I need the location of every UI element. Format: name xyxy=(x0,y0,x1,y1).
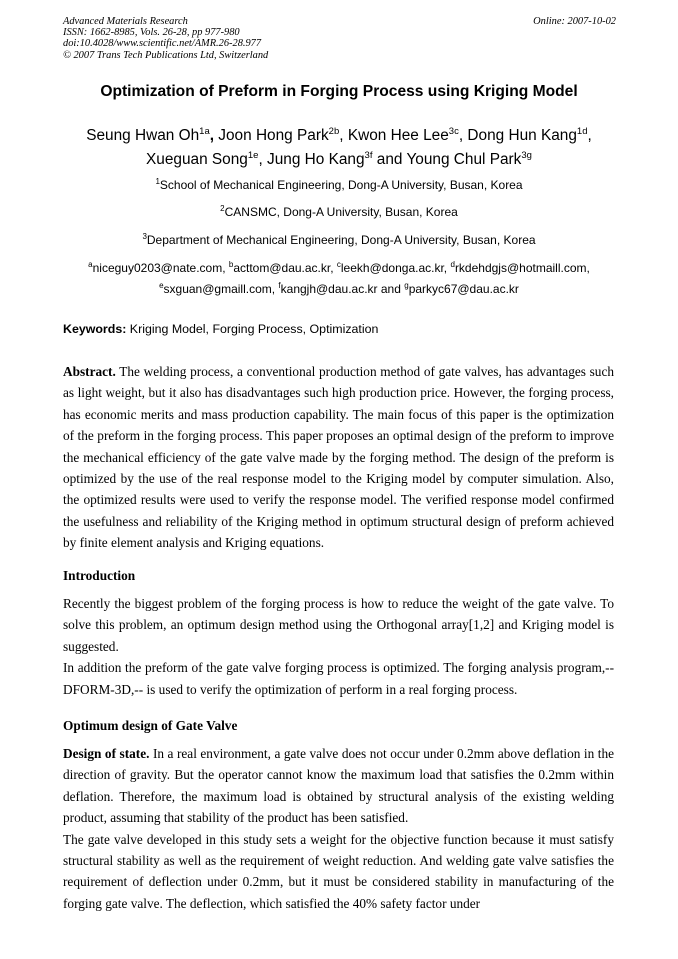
author-sup: 1a xyxy=(199,126,210,137)
email-sup: f xyxy=(278,281,281,290)
email-address: parkyc67@dau.ac.kr xyxy=(408,282,519,296)
author-name: Joon Hong Park xyxy=(218,127,329,144)
author-sup: 3g xyxy=(521,150,532,161)
affiliation xyxy=(0,178,678,192)
online-date: Online: 2007-10-02 xyxy=(533,16,616,27)
affiliation-text: CANSMC, Dong-A University, Busan, Korea xyxy=(224,205,458,219)
author-name: Xueguan Song xyxy=(146,151,248,168)
author-separator: , xyxy=(209,127,215,144)
journal-header xyxy=(63,16,268,61)
design-label: Design of state. xyxy=(63,746,150,761)
author-sup: 1e xyxy=(247,150,259,161)
affiliation-text: Department of Mechanical Engineering, Dong-A University, Busan, Korea xyxy=(146,233,536,247)
author-sup: 2b xyxy=(328,126,340,137)
email-sup: a xyxy=(88,260,93,269)
email-address: leekh@donga.ac.kr, xyxy=(340,261,451,275)
email-sup: e xyxy=(159,281,164,290)
affiliation-sup: 1 xyxy=(155,177,160,186)
author-name: Young Chul Park xyxy=(406,151,522,168)
design-text: In a real environment, a gate valve does not occur under 0.2mm above deflation in the direction of gravity. But the operator cannot know the maximum load that satisfies the 0.2mm within deflation. Therefore, the maximum load is obtained by structural analysis of the existing welding product, assuming that stability of the product has been satisfied. xyxy=(63,746,614,826)
email-address: rkdehdgjs@hotmaill.com, xyxy=(454,261,590,275)
keywords-label: Keywords: xyxy=(63,322,127,336)
author-sup: 3c xyxy=(448,126,459,137)
keywords xyxy=(63,322,378,336)
author-separator: and xyxy=(372,151,407,168)
email-address: kangjh@dau.ac.kr and xyxy=(280,282,405,296)
email-address: niceguy0203@nate.com, xyxy=(92,261,229,275)
email-address: acttom@dau.ac.kr, xyxy=(233,261,337,275)
affiliation-sup: 3 xyxy=(142,232,147,241)
introduction-heading: Introduction xyxy=(63,568,136,583)
affiliation xyxy=(0,233,678,247)
abstract-text: The welding process, a conventional production method of gate valves, has advantages such as light weight, but it also has disadvantages such high production price. However, the forging process, has economic merits and mass production capability. The main focus of this paper is the optimization of the preform in the forging process. This paper proposes an optimal design of the preform to improve the mechanical efficiency of the gate valve made by the forging method. The design of the preform is optimized by the use of the real response model to the Kriging model by computer simulation. Also, the optimized results were used to verify the response model. The verified response model confirmed the usefulness and reliability of the Kriging method in optimum structural design of preform achieved by finite element analysis and Kriging equations. xyxy=(63,364,614,551)
author-name: Seung Hwan Oh xyxy=(86,127,200,144)
affiliation xyxy=(0,205,678,219)
author-separator: , xyxy=(587,127,592,144)
email-address: sxguan@gmaill.com, xyxy=(163,282,279,296)
journal-name: Advanced Materials Research xyxy=(63,16,188,27)
email-sup: g xyxy=(404,281,409,290)
journal-issn: ISSN: 1662-8985, Vols. 26-28, pp 977-980 xyxy=(63,27,240,39)
keywords-text: Kriging Model, Forging Process, Optimization xyxy=(126,322,379,336)
email-list xyxy=(40,258,638,300)
email-sup: c xyxy=(336,260,341,269)
author-separator: , xyxy=(339,127,344,144)
paragraph: In addition the preform of the gate valve forging process is optimized. The forging analysis program,--DFORM-3D,-- is used to verify the optimization of perform in a real forging process. xyxy=(63,660,614,697)
abstract xyxy=(63,361,614,554)
author-name: Jung Ho Kang xyxy=(267,151,365,168)
email-sup: b xyxy=(228,260,234,269)
section-body xyxy=(63,743,614,914)
author-sup: 3f xyxy=(364,150,373,161)
journal-copyright: © 2007 Trans Tech Publications Ltd, Switzerland xyxy=(63,49,269,61)
affiliation-sup: 2 xyxy=(220,204,225,213)
author-separator: , xyxy=(458,127,464,144)
author-name: Kwon Hee Lee xyxy=(347,127,449,144)
email-sup: d xyxy=(450,260,455,269)
paragraph: Recently the biggest problem of the forging process is how to reduce the weight of the gate valve. To solve this problem, an optimum design method using the Orthogonal array[1,2] and Kriging model is suggested. xyxy=(63,596,614,654)
abstract-label: Abstract. xyxy=(63,364,116,379)
paper-title: Optimization of Preform in Forging Process using Kriging Model xyxy=(100,83,578,100)
author-name: Dong Hun Kang xyxy=(467,127,577,144)
journal-doi: doi:10.4028/www.scientific.net/AMR.26-28.977 xyxy=(63,38,262,50)
author-list xyxy=(40,124,638,172)
author-separator: , xyxy=(258,151,263,168)
introduction-body xyxy=(63,593,614,700)
paragraph: The gate valve developed in this study sets a weight for the objective function because it must satisfy structural stability as well as the requirement of weight reduction. And welding gate valve satisfies the requirement of deflection under 0.2mm, but it must be considered stability in manufacturing of the forging gate valve. The deflection, which satisfied the 40% safety factor under xyxy=(63,831,614,911)
section-heading: Optimum design of Gate Valve xyxy=(63,718,238,733)
affiliation-text: School of Mechanical Engineering, Dong-A University, Busan, Korea xyxy=(159,178,523,192)
author-sup: 1d xyxy=(576,126,588,137)
